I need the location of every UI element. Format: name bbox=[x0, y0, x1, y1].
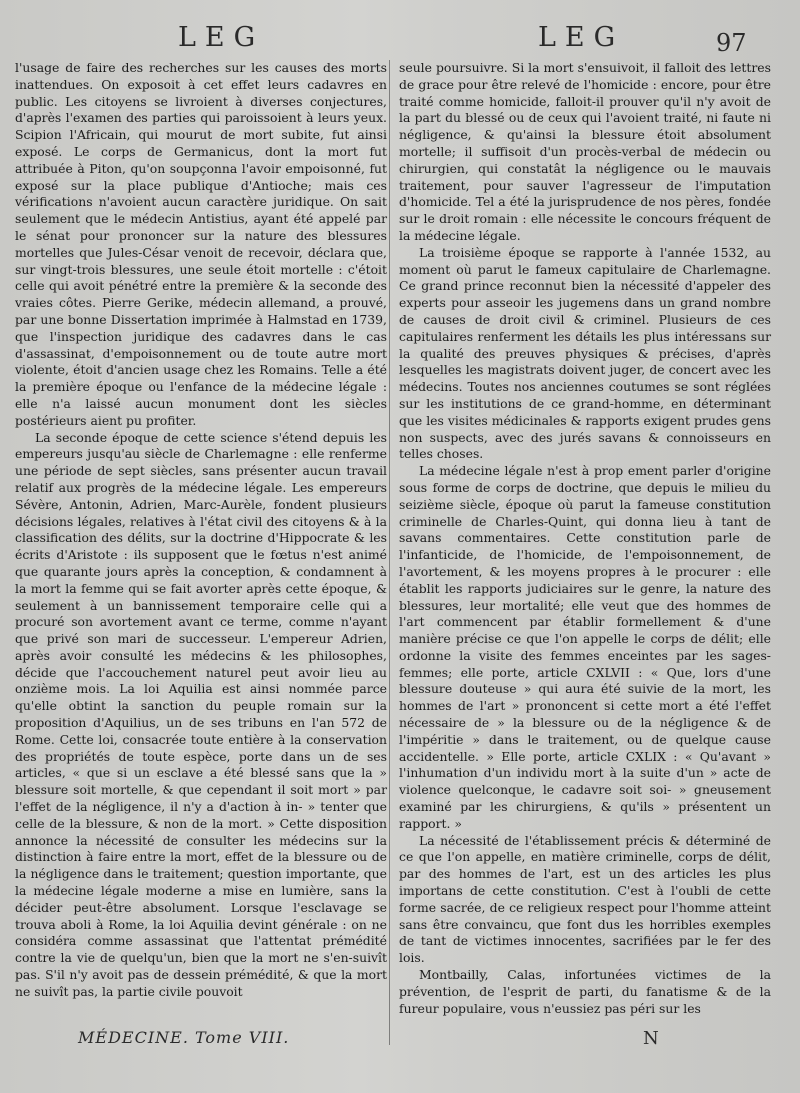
paragraph: La médecine légale n'est à prop ement parler d'origine sous forme de corps de doctrine, que depuis le milieu du seizième siècle, époque où parut la fameuse constitution criminelle de Charles-Quint, qui donna lieu à tant de savans commentaires. Cette constitution parle de l'infanticide, de l'homicide, de l'empoisonnement, de l'avortement, & les moyens propres à le procurer : elle établit les rapports judiciaires sur le genre, la nature des blessures, leur mortalité; elle veut que des hommes de l'art commencent par établir formellement & d'une manière précise ce que l'on appelle le corps de délit; elle ordonne la visite des femmes enceintes par les sages-femmes; elle porte, article CXLVII : « Que, lors d'une blessure douteuse » qui aura été suivie de la mort, les hommes de l'art » prononcent si cette mort a été l'effet nécessaire de » la blessure ou de la négligence & de l'impéritie » dans le traitement, ou de quelque cause accidentelle. » Elle porte, article CXLIX : « Qu'avant » l'inhumation d'un individu mort à la suite d'un » acte de violence quelconque, le cadavre soit soi- » gneusement examiné par les chirurgiens, & qu'ils » présentent un rapport. » bbox=[399, 463, 771, 831]
paragraph: Montbailly, Calas, infortunées victimes de la prévention, de l'esprit de parti, du fanatisme & de la fureur populaire, vous n'eussiez pas péri sur les bbox=[399, 967, 771, 1016]
running-head-left: LEG bbox=[178, 22, 265, 53]
left-column bbox=[15, 60, 387, 1001]
paragraph: l'usage de faire des recherches sur les causes des morts inattendues. On exposoit à cet effet leurs cadavres en public. Les citoyens se livroient à diverses conjectures, d'après l'examen des parties qui paroissoient à leurs yeux. Scipion l'Africain, qui mourut de mort subite, fut ainsi exposé. Le corps de Germanicus, dont la mort fut attribuée à Piton, qu'on soupçonna l'avoir empoisonné, fut exposé sur la place publique d'Antioche; mais ces vérifications n'avoient aucun caractère juridique. On sait seulement que le médecin Antistius, ayant été appelé par le sénat pour prononcer sur la nature des blessures mortelles que Jules-César venoit de recevoir, déclara que, sur vingt-trois blessures, une seule étoit mortelle : c'étoit celle qui avoit pénétré entre la première & la seconde des vraies côtes. Pierre Gerike, médecin allemand, a prouvé, par une bonne Dissertation imprimée à Halmstad en 1739, que l'inspection juridique des cadavres dans le cas d'assassinat, d'empoisonnement ou de toute autre mort violente, étoit d'ancien usage chez les Romains. Telle a été la première époque ou l'enfance de la médecine légale : elle n'a laissé aucun monument dont les siècles postérieurs aient pu profiter. bbox=[15, 60, 387, 428]
signature-line: MÉDECINE. Tome VIII. bbox=[78, 1028, 290, 1047]
paragraph: seule poursuivre. Si la mort s'ensuivoit, il falloit des lettres de grace pour être relevé de l'homicide : encore, pour être traité comme homicide, falloit-il prouver qu'il n'y avoit de la part du blessé ou de ceux qui l'avoient traité, ni faute ni négligence, & qu'ainsi la blessure étoit absolument mortelle; il suffisoit d'un procès-verbal de médecin ou chirurgien, qui constatât la négligence ou le mauvais traitement, pour sauver l'agresseur de l'imputation d'homicide. Tel a été la jurisprudence de nos pères, fondée sur le droit romain : elle nécessite le concours fréquent de la médecine légale. bbox=[399, 60, 771, 243]
column-divider bbox=[389, 60, 390, 1045]
paragraph: La troisième époque se rapporte à l'année 1532, au moment où parut le fameux capitulaire de Charlemagne. Ce grand prince reconnut bien la nécessité d'appeler des experts pour asseoir les jugemens dans un grand nombre de causes de droit civil & criminel. Plusieurs de ces capitulaires renferment les détails les plus intéressans sur la qualité des preuves physiques & précises, d'après lesquelles les magistrats doivent juger, de concert avec les médecins. Toutes nos anciennes coutumes se sont réglées sur les institutions de ce grand-homme, en déterminant que les visites médicinales & rapports exigent prudes gens non suspects, avec des jurés savans & connoisseurs en telles choses. bbox=[399, 244, 771, 462]
paragraph: La nécessité de l'établissement précis & déterminé de ce que l'on appelle, en matière criminelle, corps de délit, par des hommes de l'art, est un des articles les plus importans de cette constitution. C'est à l'oubli de cette forme sacrée, de ce religieux respect pour l'homme atteint sans être convaincu, que font dus les horribles exemples de tant de victimes innocentes, sacrifiées par le fer des lois. bbox=[399, 832, 771, 966]
signature-mark: N bbox=[643, 1028, 659, 1049]
page-number: 97 bbox=[716, 29, 747, 57]
paragraph: La seconde époque de cette science s'étend depuis les empereurs jusqu'au siècle de Charlemagne : elle renferme une période de sept siècles, sans présenter aucun travail relatif aux progrès de la médecine légale. Les empereurs Sévère, Antonin, Adrien, Marc-Aurèle, fondent plusieurs décisions légales, relatives à l'état civil des citoyens & à la classification des délits, sur la doctrine d'Hippocrate & les écrits d'Aristote : ils supposent que le fœtus n'est animé que quarante jours après la conception, & condamnent à la mort la femme qui se fait avorter après cette époque, & seulement à un bannissement temporaire celle qui a procuré son avortement avant ce terme, comme n'ayant que privé son mari de successeur. L'empereur Adrien, après avoir consulté les médecins & les philosophes, décide que l'accouchement naturel peut avoir lieu au onzième mois. La loi Aquilia est ainsi nommée parce qu'elle obtint la sanction du peuple romain sur la proposition d'Aquilius, un de ses tribuns en l'an 572 de Rome. Cette loi, consacrée toute entière à la conservation des propriétés de toute espèce, porte dans un de ses articles, « que si un esclave a été blessé sans que la » blessure soit mortelle, & que cependant il soit mort » par l'effet de la négligence, il n'y a d'action à in- » tenter que celle de la blessure, & non de la mort. » Cette disposition annonce la nécessité de consulter les médecins sur la distinction à faire entre la mort, effet de la blessure ou de la négligence dans le traitement; question importante, que la médecine légale moderne a mise en lumière, sans la décider peut-être absolument. Lorsque l'esclavage se trouva aboli à Rome, la loi Aquilia devint générale : on ne considéra comme assassinat que l'attentat prémédité contre la vie de quelqu'un, bien que la mort ne s'en-suivît pas. S'il n'y avoit pas de dessein prémédité, & que la mort ne suivît pas, la partie civile pouvoit bbox=[15, 429, 387, 999]
right-column bbox=[399, 60, 771, 1017]
running-head-right: LEG bbox=[538, 22, 625, 53]
